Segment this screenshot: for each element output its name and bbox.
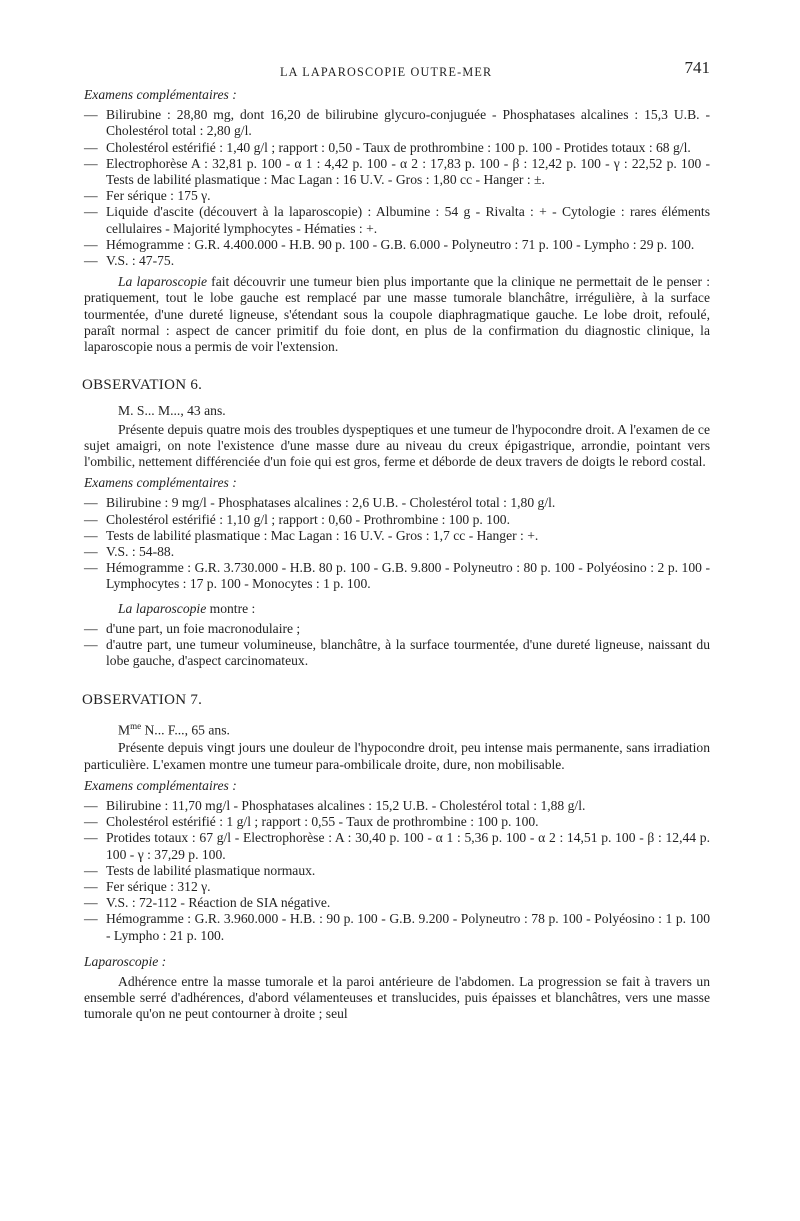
exam-list: [84, 495, 710, 592]
list-item: — Tests de labilité plasmatique normaux.: [84, 862, 316, 878]
clinical-history: Présente depuis quatre mois des troubles dyspeptiques et une tumeur de l'hypocondre droit. A l'examen de ce sujet amaigri, on note l'existence d'une masse dure au niveau du creux épigastrique, arrondie, pointant vers l'ombilic, nettement différenciée d'un foie qui est gros, ferme et déborde de deux travers de doigts le rebord costal.: [84, 421, 710, 470]
exam-list: [84, 798, 710, 944]
list-item: — Cholestérol estérifié : 1 g/l ; rapport : 0,55 - Taux de prothrombine : 100 p. 100.: [84, 814, 539, 830]
laparoscopy-findings: [84, 621, 710, 670]
list-item: — V.S. : 47-75.: [84, 253, 175, 269]
list-item: — Fer sérique : 175 γ.: [84, 188, 211, 204]
list-item: — Hémogramme : G.R. 3.730.000 - H.B. 80 p. 100 - G.B. 9.800 - Polyneutro : 80 p. 100 - Polyéosino : 2 p. 100 - Lymphocytes : 17 p. 100 - Monocytes : 1 p. 100.: [84, 560, 710, 592]
laparoscopy-text: Adhérence entre la masse tumorale et la paroi antérieure de l'abdomen. La progression se fait à travers un ensemble serré d'adhérences, d'abord vélamenteuses et translucides, puis épaisses et blanchâtres, vers une masse tumorale qu'on ne peut contourner à droite ; seul: [84, 974, 710, 1022]
observation-6-title: OBSERVATION 6.: [82, 377, 203, 394]
patient-line: $M^{me}$ N... F..., 65 ans.: [118, 720, 230, 738]
patient-line: M. S... M..., 43 ans.: [118, 403, 226, 419]
list-item: — V.S. : 72-112 - Réaction de SIA négative.: [84, 895, 331, 911]
page-number: 741: [684, 58, 710, 77]
list-item: — Hémogramme : G.R. 4.400.000 - H.B. 90 p. 100 - G.B. 6.000 - Polyneutro : 71 p. 100 - Lympho : 29 p. 100.: [84, 236, 695, 252]
list-item: — Protides totaux : 67 g/l - Electrophorèse : A : 30,40 p. 100 - α 1 : 5,36 p. 100 - α 2 : 14,51 p. 100 - β : 12,44 p. 100 - γ : 37,29 p. 100.: [84, 830, 710, 862]
list-item: — Bilirubine : 9 mg/l - Phosphatases alcalines : 2,6 U.B. - Cholestérol total : 1,80 g/l.: [84, 495, 556, 511]
exams-heading: Examens complémentaires :: [84, 87, 237, 102]
laparoscopy-heading: Laparoscopie :: [84, 953, 167, 969]
list-item: — Fer sérique : 312 γ.: [84, 879, 211, 895]
list-item: — Tests de labilité plasmatique : Mac Lagan : 16 U.V. - Gros : 1,7 cc - Hanger : +.: [84, 527, 539, 543]
clinical-history: Présente depuis vingt jours une douleur de l'hypocondre droit, peu intense mais permanente, sans irradiation particulière. L'examen montre une tumeur para-ombilicale droite, dure, non mobilisable.: [84, 740, 710, 772]
list-item: — Hémogramme : G.R. 3.960.000 - H.B. : 90 p. 100 - G.B. 9.200 - Polyneutro : 78 p. 100 - Polyéosino : 1 p. 100 - Lympho : 21 p. 100.: [84, 911, 710, 943]
running-title: LA LAPAROSCOPIE OUTRE-MER: [280, 65, 493, 79]
list-item: — Bilirubine : 28,80 mg, dont 16,20 de bilirubine glycuro-conjuguée - Phosphatases alcalines : 15,3 U.B. - Cholestérol total : 2,80 g/l.: [84, 107, 710, 139]
document-page: [84, 58, 710, 1024]
list-item: — Electrophorèse A : 32,81 p. 100 - α 1 : 4,42 p. 100 - α 2 : 17,83 p. 100 - β : 12,42 p. 100 - γ : 22,52 p. 100 - Tests de labilité plasmatique : Mac Lagan : 16 U.V. - Gros : 1,80 cc - Hanger : ±.: [84, 155, 710, 188]
laparoscopy-intro: La laparoscopie montre :: [118, 600, 256, 616]
list-item: — Cholestérol estérifié : 1,40 g/l ; rapport : 0,50 - Taux de prothrombine : 100 p. 100 - Protides totaux : 68 g/l.: [84, 139, 691, 155]
observation-7-title: OBSERVATION 7.: [82, 691, 203, 708]
exams-heading: Examens complémentaires :: [84, 777, 237, 793]
exam-list: [84, 107, 710, 269]
list-item: — d'autre part, une tumeur volumineuse, blanchâtre, à la surface tourmentée, d'une dureté ligneuse, naissant du lobe gauche, d'aspect carcinomateux.: [84, 637, 710, 669]
list-item: — d'une part, un foie macronodulaire ;: [84, 620, 301, 636]
laparoscopy-conclusion: La laparoscopie fait découvrir une tumeur bien plus importante que la clinique ne permettait de le penser : pratiquement, tout le lobe gauche est remplacé par une masse tumorale blanchâtre, irrégulière, à la surface tourmentée, d'une dureté ligneuse, s'étendant sous la coupole diaphragmatique gauche. Le lobe droit, refoulé, paraît normal : aspect de cancer primitif du foie dont, en plus de la confirmation du diagnostic clinique, la laparoscopie nous a permis de voir l'extension.: [84, 274, 711, 355]
exams-heading: Examens complémentaires :: [84, 475, 237, 491]
list-item: — V.S. : 54-88.: [84, 544, 175, 560]
page-header: [84, 58, 710, 82]
list-item: — Bilirubine : 11,70 mg/l - Phosphatases alcalines : 15,2 U.B. - Cholestérol total : 1,88 g/l.: [84, 798, 586, 814]
list-item: — Cholestérol estérifié : 1,10 g/l ; rapport : 0,60 - Prothrombine : 100 p. 100.: [84, 511, 510, 527]
list-item: — Liquide d'ascite (découvert à la laparoscopie) : Albumine : 54 g - Rivalta : + - Cytologie : rares éléments cellulaires - Majorité lymphocytes - Hématies : +.: [84, 204, 710, 236]
